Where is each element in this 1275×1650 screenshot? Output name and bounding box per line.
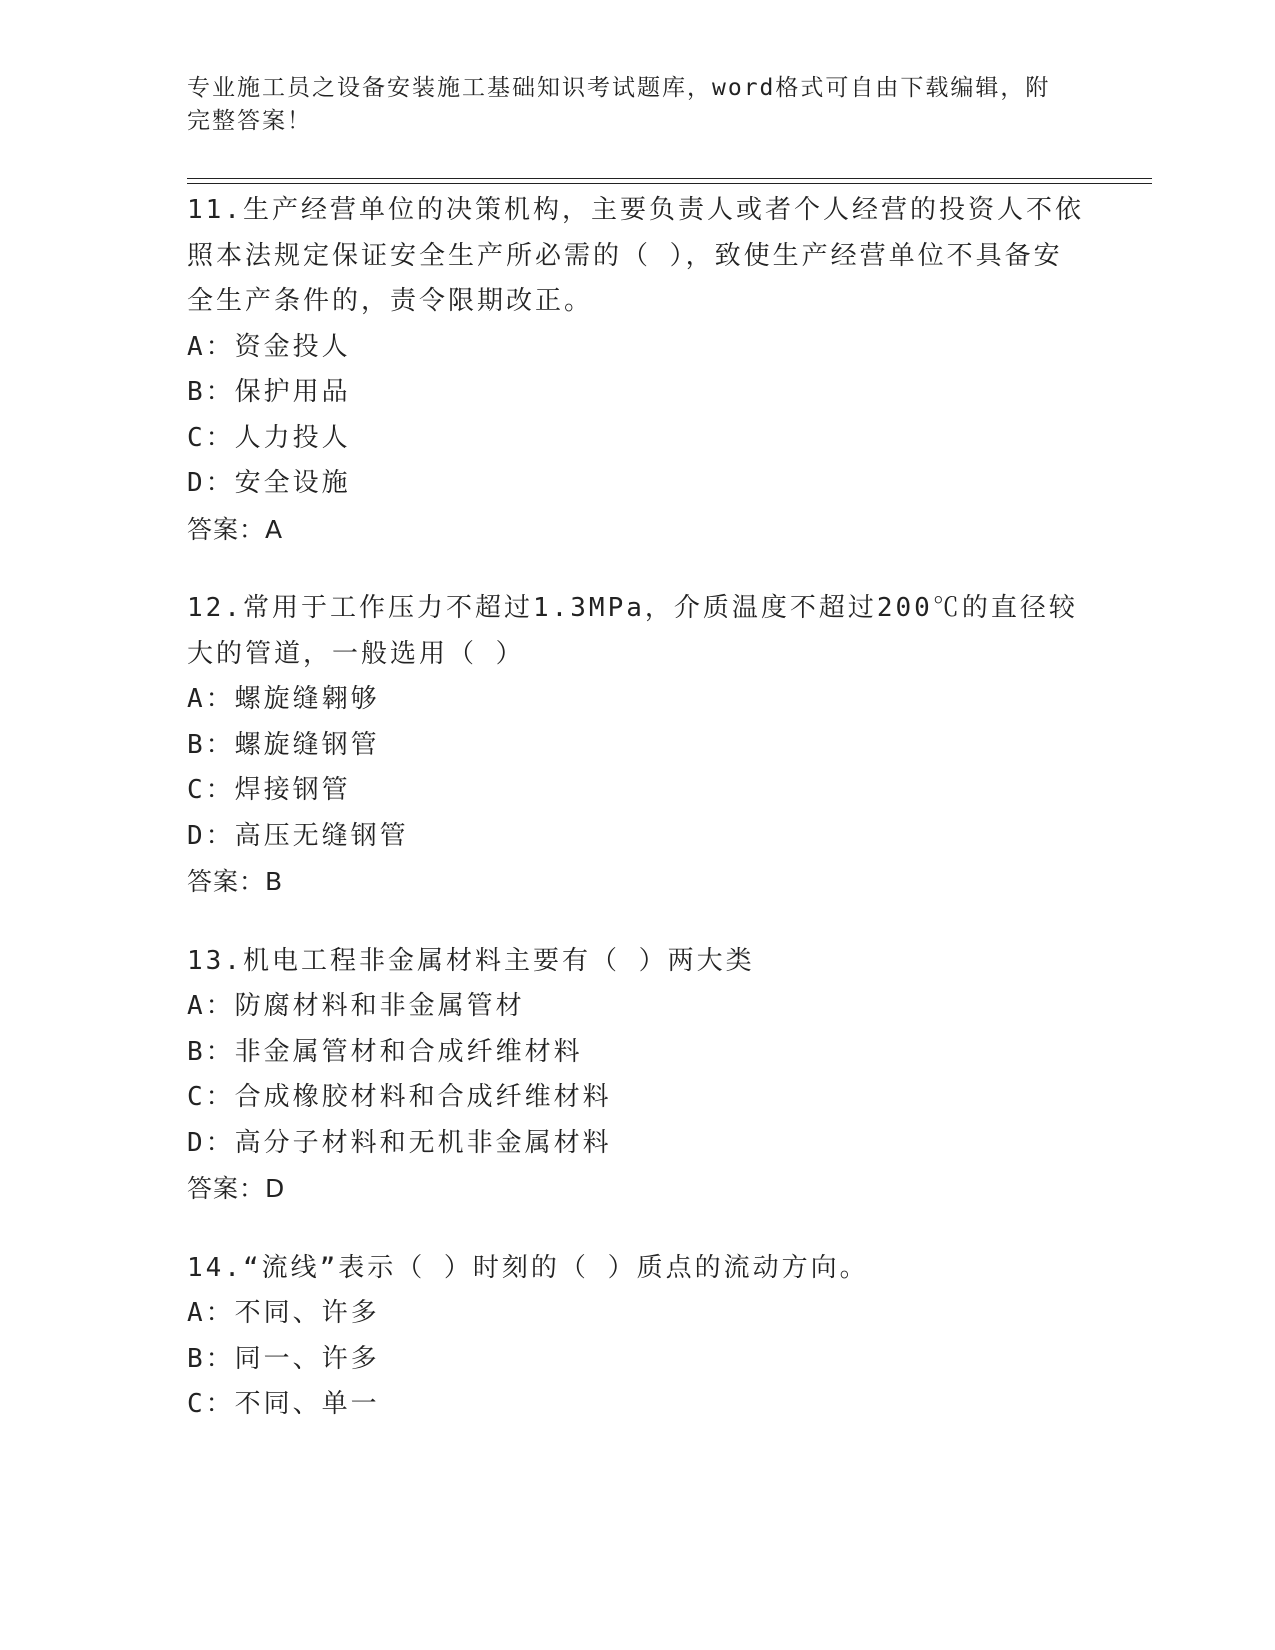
question-stem: 14.“流线”表示（ ）时刻的（ ）质点的流动方向。 bbox=[187, 1252, 869, 1283]
option-a: A：不同、许多 bbox=[187, 1298, 380, 1328]
question-11 bbox=[187, 188, 1087, 552]
question-12 bbox=[187, 586, 1087, 905]
question-list bbox=[187, 188, 1087, 1462]
answer-line: 答案：D bbox=[187, 1174, 286, 1203]
option-a: A：资金投人 bbox=[187, 331, 351, 362]
document-header: 专业施工员之设备安装施工基础知识考试题库，word格式可自由下载编辑，附完整答案！ bbox=[187, 75, 1051, 134]
answer-line: 答案：A bbox=[187, 514, 284, 544]
question-stem: 13.机电工程非金属材料主要有（ ）两大类 bbox=[187, 945, 755, 976]
question-13 bbox=[187, 939, 1087, 1212]
option-b: B：保护用品 bbox=[187, 377, 351, 407]
option-a: A：螺旋缝翱够 bbox=[187, 684, 380, 714]
option-b: B：同一、许多 bbox=[187, 1343, 380, 1374]
option-a: A：防腐材料和非金属管材 bbox=[187, 991, 525, 1021]
option-c: C：人力投人 bbox=[187, 422, 351, 453]
option-d: D：安全设施 bbox=[187, 468, 351, 498]
question-stem: 12.常用于工作压力不超过1.3MPa，介质温度不超过200℃的直径较大的管道，一般选用（ ） bbox=[187, 593, 1078, 669]
header-divider-bottom bbox=[187, 183, 1152, 184]
option-c: C：合成橡胶材料和合成纤维材料 bbox=[187, 1082, 612, 1112]
question-stem: 11.生产经营单位的决策机构，主要负责人或者个人经营的投资人不依照本法规定保证安全生产所必需的（ ），致使生产经营单位不具备安全生产条件的，责令限期改正。 bbox=[187, 195, 1084, 316]
option-b: B：螺旋缝钢管 bbox=[187, 729, 380, 760]
option-c: C：焊接钢管 bbox=[187, 775, 351, 805]
question-14 bbox=[187, 1246, 1087, 1428]
option-d: D：高分子材料和无机非金属材料 bbox=[187, 1127, 612, 1158]
header-divider-top bbox=[187, 178, 1152, 179]
option-b: B：非金属管材和合成纤维材料 bbox=[187, 1036, 583, 1067]
answer-line: 答案：B bbox=[187, 867, 284, 896]
option-c: C：不同、单一 bbox=[187, 1389, 380, 1419]
option-d: D：高压无缝钢管 bbox=[187, 820, 409, 851]
